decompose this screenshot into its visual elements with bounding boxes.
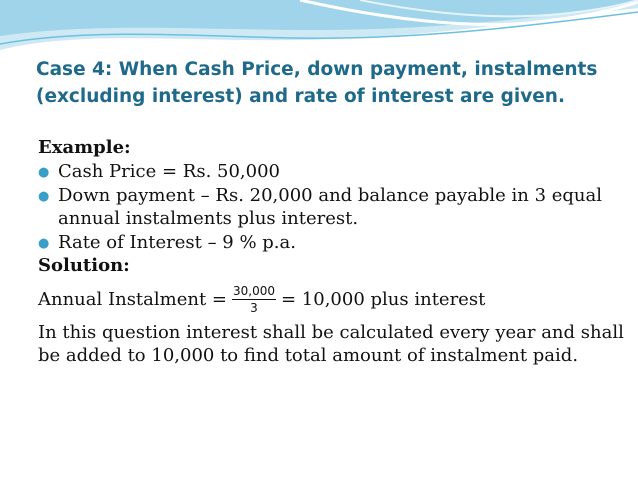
solution-label: Solution:: [38, 255, 130, 276]
slide-title: Case 4: When Cash Price, down payment, instalments (excluding interest) and rate of interest are given.: [36, 59, 598, 107]
bullet-item-cash-price: [38, 160, 628, 183]
fraction-denominator: 3: [250, 300, 258, 315]
bullet-text: Rate of Interest – 9 % p.a.: [58, 232, 296, 253]
bullet-icon: ●: [38, 165, 50, 180]
formula-fraction: [232, 284, 276, 315]
bullet-item-down-payment: [38, 184, 628, 230]
annual-instalment-formula: [38, 279, 628, 319]
example-label: Example:: [38, 137, 131, 158]
bullet-item-rate-of-interest: [38, 231, 628, 254]
bullet-text: Down payment – Rs. 20,000 and balance payable in 3 equal annual instalments plus interest.: [58, 185, 603, 229]
explanation-text: In this question interest shall be calculated every year and shall be added to 10,000 to find total amount of instalment paid.: [38, 322, 624, 366]
example-bullet-list: [38, 160, 628, 254]
formula-lhs: Annual Instalment =: [38, 288, 227, 310]
bullet-icon: ●: [38, 189, 50, 204]
formula-rhs: = 10,000 plus interest: [281, 288, 486, 310]
slide-body: [38, 136, 628, 367]
bullet-text: Cash Price = Rs. 50,000: [58, 161, 281, 182]
fraction-numerator: 30,000: [233, 283, 275, 298]
bullet-icon: ●: [38, 236, 50, 251]
